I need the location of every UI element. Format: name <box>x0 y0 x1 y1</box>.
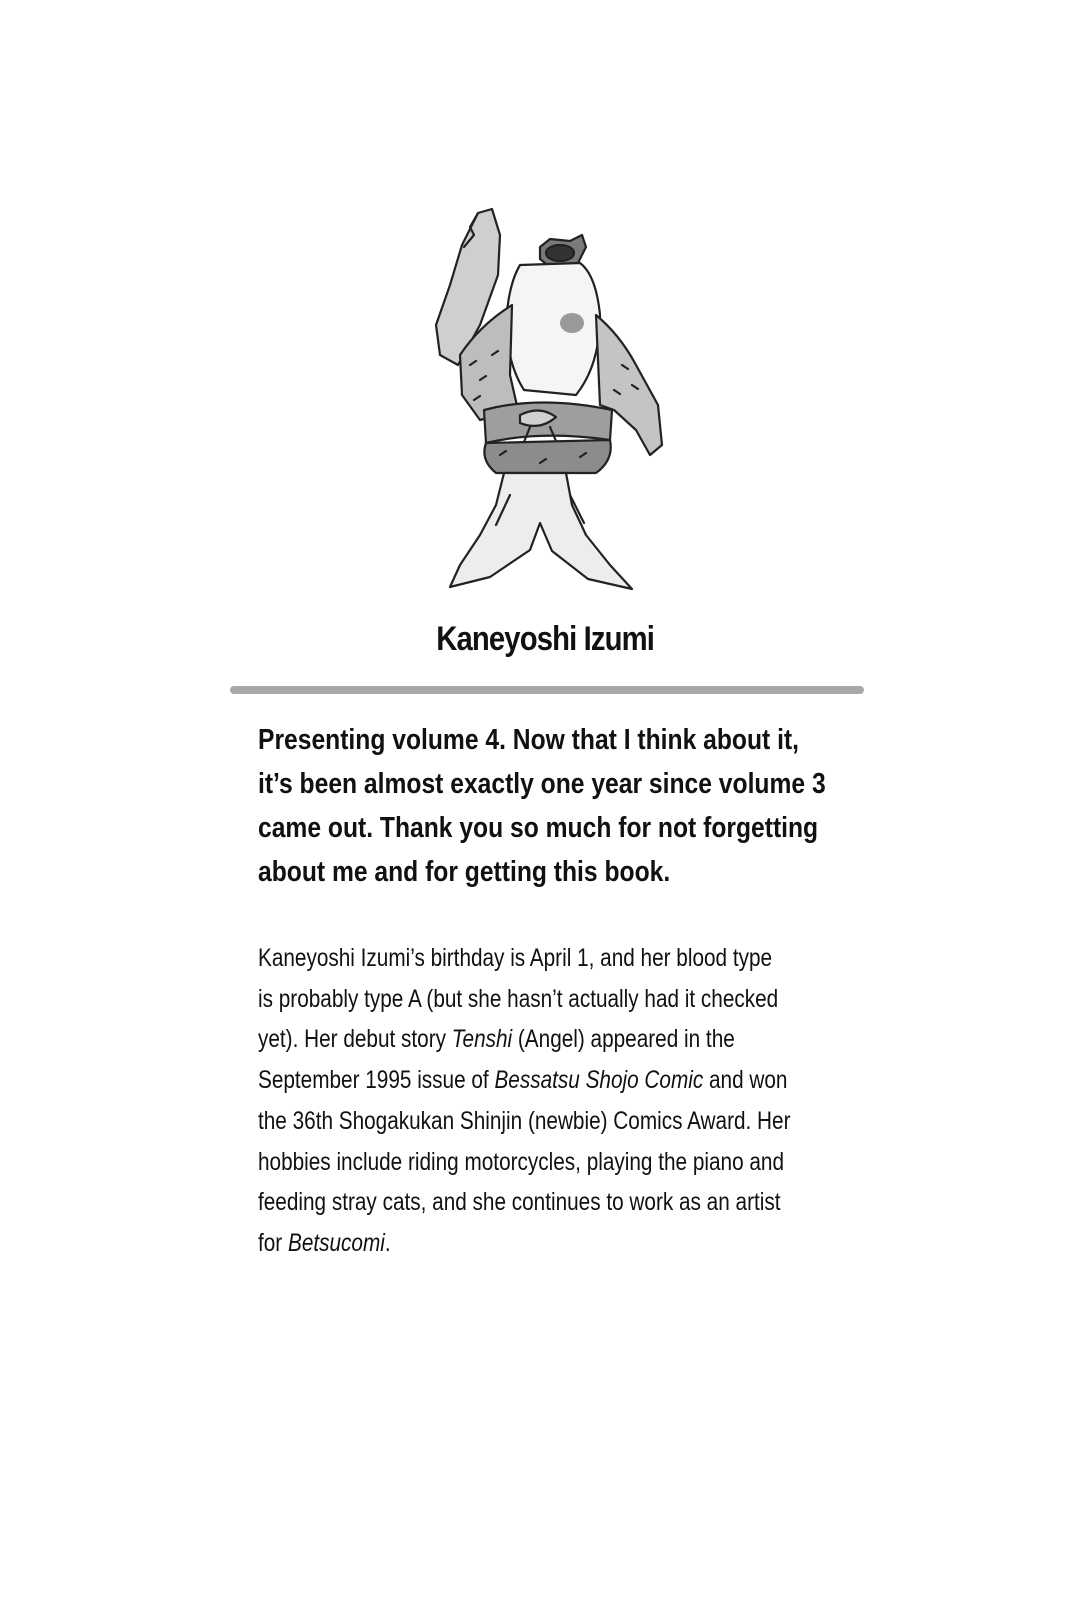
bio-line <box>258 1060 822 1101</box>
bio-text: and won <box>703 1066 788 1095</box>
title-betsucomi: Betsucomi <box>287 1228 385 1257</box>
divider-line <box>230 686 864 694</box>
bio-text: yet). Her debut story <box>258 1025 452 1054</box>
message-line: came out. Thank you so much for not forgetting <box>258 812 819 844</box>
bio-text: September 1995 issue of <box>258 1066 495 1095</box>
message-line: it’s been almost exactly one year since volume 3 <box>258 768 826 800</box>
bio-line: Kaneyoshi Izumi’s birthday is April 1, and her blood type <box>258 944 773 972</box>
bio-line: is probably type A (but she hasn’t actually had it checked <box>258 984 779 1013</box>
message-line: about me and for getting this book. <box>258 856 671 888</box>
bio-line: feeding stray cats, and she continues to work as an artist <box>258 1188 781 1217</box>
author-message <box>258 718 826 894</box>
author-bio <box>258 938 822 1264</box>
bio-text: . <box>384 1228 391 1257</box>
title-tenshi: Tenshi <box>451 1025 513 1054</box>
author-name: Kaneyoshi Izumi <box>436 620 655 658</box>
bio-line <box>258 1019 822 1060</box>
bio-line <box>258 1223 822 1264</box>
bio-text: for <box>258 1228 288 1257</box>
title-bessatsu-shojo-comic: Bessatsu Shojo Comic <box>494 1066 704 1095</box>
message-line: Presenting volume 4. Now that I think about it, <box>258 724 799 756</box>
bio-line: hobbies include riding motorcycles, playing the piano and <box>258 1147 784 1176</box>
bio-text: (Angel) appeared in the <box>512 1025 735 1054</box>
fish-in-kimono-illustration <box>400 205 680 600</box>
bio-line: the 36th Shogakukan Shinjin (newbie) Comics Award. Her <box>258 1106 791 1135</box>
